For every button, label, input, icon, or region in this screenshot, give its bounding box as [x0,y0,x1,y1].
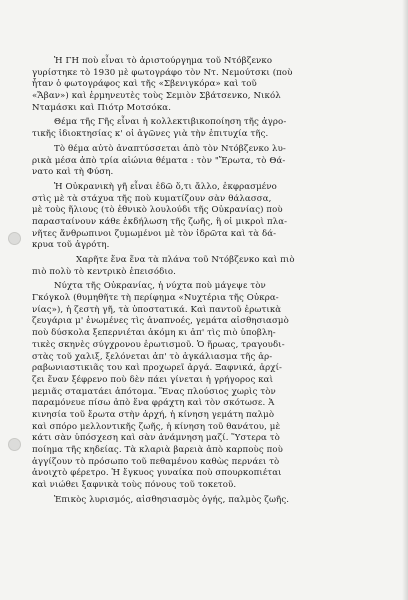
text-line: στὰς τοῦ χαλιξ, ξελόνεται ἀπ' τὸ ἀγκάλιασμα τῆς ἀρ- [32,351,273,362]
text-line: τικῆς ἰδιοκτησίας κ' οἱ ἀγῶνες γιὰ τὴν ἐπιτυχία τῆς. [32,129,269,140]
text-line: Ἡ Οὐκρανικὴ γῆ εἶναι ἐδῶ ὅ,τι ἄλλο, ἐκφρασμένο [54,181,277,192]
text-line: «Ἄβαν») καὶ ἑρμηνευτὲς τοὺς Σεμιὸν Σβάτσενκο, Νικόλ [32,91,281,102]
text-line: στὶς μὲ τὰ στάχυα τῆς ποὺ κυματίζουν σὰν θάλασσα, [32,193,272,204]
text-line: ἀγγίζουν τὸ πρόσωπο τοῦ πεθαμένου καθὼς περνάει τὸ [32,456,280,467]
paragraph-4 [32,182,392,252]
text-line: γυρίστηκε τὸ 1930 μὲ φωτογράφο τὸν Ντ. Νεμούτσκι (ποὺ [32,67,293,78]
text-line: Νταμάσκι καὶ Πιότρ Μοτσόκα. [32,102,172,113]
text-line: ζει ἕναν ξέφρενο ποὺ δὲν πάει γίνεται ἡ γρήγορος καὶ [32,374,274,385]
text-line: Γκόγκολ (θυμηθῆτε τὴ περίφημα «Νυχτέρια τῆς Οὐκρα- [32,293,279,304]
punch-hole-lower [8,438,21,451]
text-line: ποίημα τῆς κηδείας. Τὰ κλαριὰ βαρειὰ ἀπὸ καρποὺς ποὺ [32,445,283,455]
text-line: παρασταίνουν κάθε ἐκδήλωση τῆς ζωῆς, ἢ οἱ μικροὶ πλα- [32,216,288,227]
text-line: ραβωνιαστικιᾶς του καὶ προχωρεῖ ἀργά. Ξαφνικά, ἀρχί- [32,363,283,374]
paragraph-6 [32,281,392,491]
text-line: παραμόνευε πίσω ἀπὸ ἕνα φράχτη καὶ τὸν σκότωσε. Ἀ [32,398,275,409]
text-line: ποὺ δύσκολα ξεπερνιέται ἀκόμη κι ἀπ' τὶς πιὸ ὑποβλη- [32,328,276,339]
text-line: ἦταν ὁ φωτογράφος καὶ τῆς «Σβενιγκόρα» καὶ τοῦ [32,79,257,90]
text-line: κινησία τοῦ ἔρωτα στὴν ἀρχή, ἡ κίνηση γεμάτη παλμὸ [32,409,275,420]
text-line: καὶ σπόρο μελλοντικῆς ζωῆς, ἡ κίνηση τοῦ θανάτου, μὲ [32,421,281,432]
text-line: ἀνοιχτὸ φέρετρο. Ἡ ἔγκυος γυναίκα ποὺ σπουρκοπιέται [32,468,282,479]
text-line: Νύχτα τῆς Οὐκρανίας, ἡ νύχτα ποὺ μάγεψε τὸν [54,281,266,292]
text-line: μὲ τοὺς ἥλιους (τὸ ἐθνικὸ λουλούδι τῆς Οὐκρανίας) ποὺ [32,205,283,216]
text-line: τικὲς σκηνὲς σύγχρονου ἐρωτισμοῦ. Ὁ ἥρωας, τραγουδι- [32,339,285,350]
page-edge-shadow [402,0,408,600]
typed-text-body [32,56,392,506]
text-line: νατο καὶ τὴ Φύση. [32,167,114,178]
text-line: Ἡ ΓΗ ποὺ εἶναι τὸ ἀριστούργημα τοῦ Ντόβζενκο [54,56,273,66]
paragraph-7 [32,495,392,507]
text-line: πιὸ πολὺ τὸ κεντρικὸ ἐπεισόδιο. [32,266,176,277]
text-line: Ἐπικὸς λυρισμός, αἰσθησιασμὸς ὀγής, παλμὸς ζωῆς. [54,494,290,505]
paragraph-1 [32,56,392,114]
text-line: Χαρῆτε ἕνα ἕνα τὰ πλάνα τοῦ Ντόβζενκο καὶ πιὸ [76,255,295,265]
punch-hole-upper [8,232,21,245]
text-line: μεμιᾶς σταματάει ἀπότομα. Ἕνας πλούσιος χωρὶς τὸν [32,386,276,397]
text-line: Θέμα τῆς Γῆς εἶναι ἡ κολλεκτιβικοποίηση τῆς ἀγρο- [54,117,287,128]
text-line: κάτι σὰν ὑπόσχεση καὶ σὰν ἀνάμνηση μαζί. Ὕστερα τὸ [32,433,280,444]
text-line: ζευγάρια μ' ἑνωμένες τὶς ἀναπνοές, γεμάτα αἰσθησιασμὸ [32,316,289,327]
text-line: κρυα τοῦ ἀγρότη. [32,240,110,251]
text-line: νῆτες ἄνθρωπινοι ζυμωμένοι μὲ τὸν ἱδρῶτα καὶ τὰ δά- [32,228,277,239]
paragraph-5 [32,255,392,278]
text-line: ρικὰ μέσα ἀπὸ τρία αἰώνια θέματα : τὸν "Ἔρωτα, τὸ Θά- [32,155,286,166]
paragraph-3 [32,144,392,179]
text-line: καὶ νιώθει ξαφνικὰ τοὺς πόνους τοῦ τοκετοῦ. [32,480,237,491]
paragraph-2 [32,117,392,140]
text-line: νίας»), ἡ ζεστὴ γῆ, τὰ ὑποστατικά. Καὶ παντοῦ ἐρωτικὰ [32,304,282,315]
text-line: Τὸ θέμα αὐτὸ ἀναπτύσσεται ἀπὸ τὸν Ντόβζενκο λυ- [54,143,286,154]
